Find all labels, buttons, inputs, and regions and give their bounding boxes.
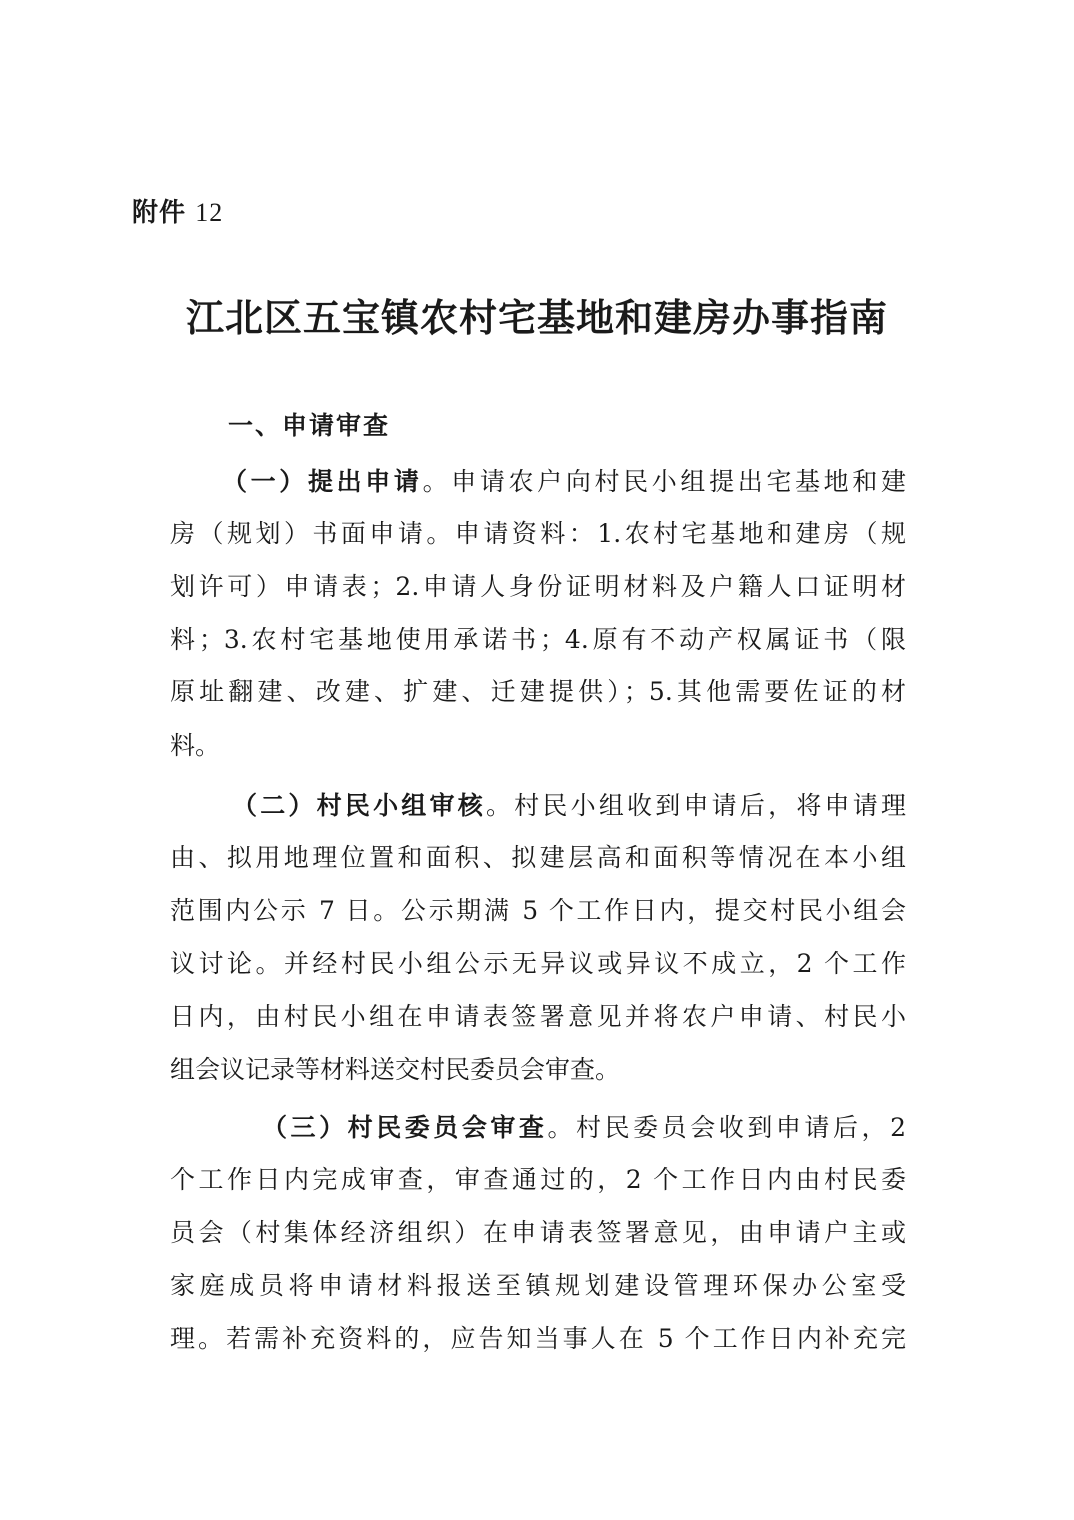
para1-line-2: 房（规划）书面申请。申请资料：1.农村宅基地和建房（规 [170, 519, 906, 548]
para3-line-2: 个工作日内完成审查，审查通过的，2 个工作日内由村民委 [170, 1165, 906, 1194]
para2-line-5: 日内，由村民小组在申请表签署意见并将农户申请、村民小 [170, 1002, 906, 1031]
para2-lead: （二）村民小组审核 [232, 791, 486, 820]
para1-text-1: 。申请农户向村民小组提出宅基地和建 [422, 467, 906, 496]
para2-line-1 [232, 786, 906, 826]
para1-line-6: 料。 [170, 731, 221, 760]
para3-line-1 [262, 1108, 906, 1148]
para1-line-4: 料；3.农村宅基地使用承诺书；4.原有不动产权属证书（限 [170, 625, 906, 654]
para1-line-5: 原址翻建、改建、扩建、迁建提供）；5.其他需要佐证的材 [170, 677, 906, 706]
para3-line-5: 理。若需补充资料的，应告知当事人在 5 个工作日内补充完 [170, 1324, 906, 1353]
attachment-word: 附件 [132, 198, 187, 228]
section-heading: 一、申请审查 [228, 411, 391, 440]
para3-lead: （三）村民委员会审查 [262, 1113, 548, 1142]
document-title: 江北区五宝镇农村宅基地和建房办事指南 [185, 295, 888, 340]
para2-line-6: 组会议记录等材料送交村民委员会审查。 [170, 1055, 621, 1084]
attachment-label [132, 193, 223, 233]
para1-line-1 [222, 462, 906, 502]
para2-line-4: 议讨论。并经村民小组公示无异议或异议不成立，2 个工作 [170, 949, 906, 978]
para2-line-3: 范围内公示 7 日。公示期满 5 个工作日内，提交村民小组会 [170, 896, 906, 925]
para2-text-1: 。村民小组收到申请后，将申请理 [485, 791, 906, 820]
para1-lead: （一）提出申请 [222, 467, 423, 496]
para2-line-2: 由、拟用地理位置和面积、拟建层高和面积等情况在本小组 [170, 843, 906, 872]
para1-line-3: 划许可）申请表；2.申请人身份证明材料及户籍人口证明材 [170, 572, 906, 601]
para3-line-3: 员会（村集体经济组织）在申请表签署意见，由申请户主或 [170, 1218, 906, 1247]
para3-line-4: 家庭成员将申请材料报送至镇规划建设管理环保办公室受 [170, 1271, 906, 1300]
attachment-number: 12 [195, 198, 224, 227]
para3-text-1: 。村民委员会收到申请后，2 [547, 1113, 906, 1142]
